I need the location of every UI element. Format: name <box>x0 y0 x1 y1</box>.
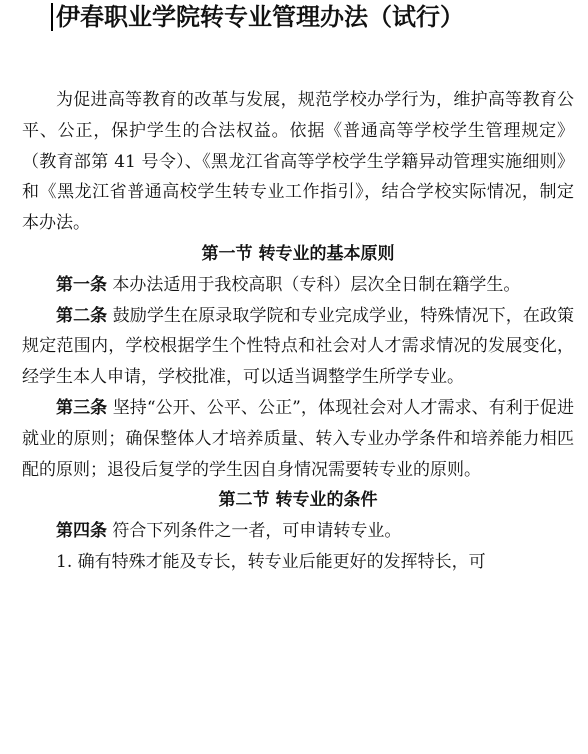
article-label: 第四条 <box>56 521 107 542</box>
section-heading-1: 第一节 转专业的基本原则 <box>201 243 395 264</box>
article-text: 坚持“公开、公平、公正”，体现社会对人才需求、有利于促进就业的原则；确保整体人才培养质量、转入专业办学条件和培养能力相匹配的原则；退役后复学的学生因自身情况需要转专业的原则。 <box>22 397 575 480</box>
article-4 <box>22 516 574 547</box>
article-label: 第二条 <box>56 305 108 326</box>
text-cursor <box>51 3 53 31</box>
document-title: 伊春职业学院转专业管理办法（试行） <box>56 3 464 31</box>
article-label: 第三条 <box>56 397 108 418</box>
article-3 <box>22 393 574 485</box>
preamble-paragraph: 为促进高等教育的改革与发展，规范学校办学行为，维护高等教育公平、公正，保护学生的合法权益。依据《普通高等学校学生管理规定》（教育部第 41 号令）、《黑龙江省高等学校学生学籍异动管理实施细则》和《黑龙江省普通高校学生转专业工作指引》，结合学校实际情况，制定本办法。 <box>22 90 574 234</box>
list-item-1: 1. 确有特殊才能及专长，转专业后能更好的发挥特长，可 <box>56 551 486 572</box>
section-heading-2: 第二节 转专业的条件 <box>218 490 378 511</box>
article-label: 第一条 <box>56 274 107 295</box>
article-2 <box>22 301 574 393</box>
article-1 <box>22 270 574 301</box>
article-text: 符合下列条件之一者，可申请转专业。 <box>112 521 402 542</box>
article-text: 本办法适用于我校高职（专科）层次全日制在籍学生。 <box>112 274 521 295</box>
article-text: 鼓励学生在原录取学院和专业完成学业，特殊情况下，在政策规定范围内，学校根据学生个性特点和社会对人才需求情况的发展变化，经学生本人申请，学校批准，可以适当调整学生所学专业。 <box>22 305 575 388</box>
document-body <box>22 85 574 578</box>
